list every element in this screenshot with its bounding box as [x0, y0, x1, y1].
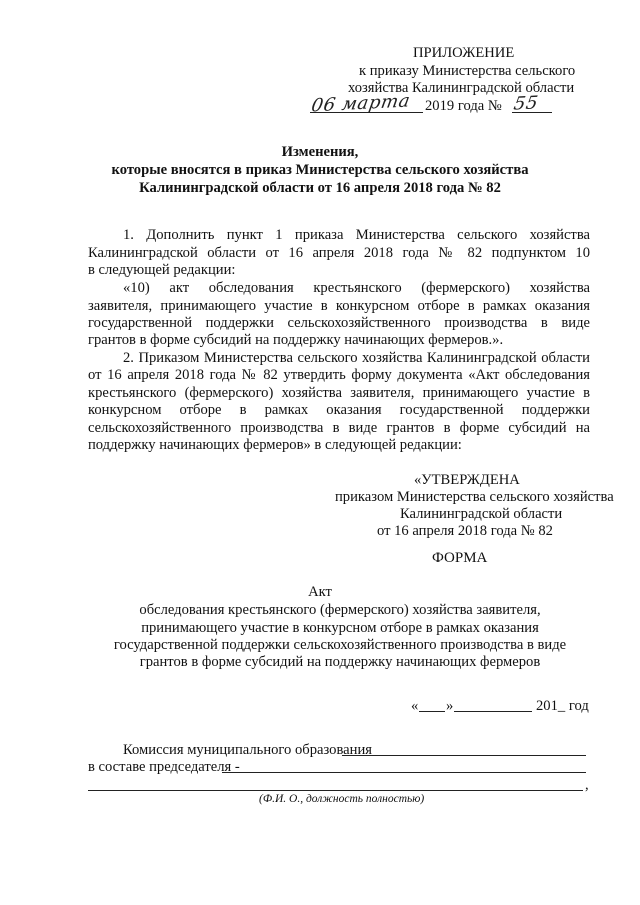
- paragraph-2-line: крестьянского (фермерского) хозяйства заявителя, принимающего участие в: [88, 385, 590, 401]
- number-underline: [512, 112, 552, 113]
- paragraph-2-line: сельскохозяйственного производства в виде грантов в форме субсидий на: [88, 420, 590, 436]
- commission-label: Комиссия муниципального образования: [123, 742, 372, 758]
- quote-line: грантов в форме субсидий на поддержку начинающих фермеров.».: [88, 332, 504, 348]
- form-label: ФОРМА: [432, 550, 488, 566]
- chair-blank: [222, 772, 586, 773]
- handwritten-number: 55: [512, 92, 540, 115]
- handwritten-date: 06 марта: [309, 90, 412, 117]
- quote-line: заявителя, принимающего участие в конкурсном отборе в рамках оказания: [88, 298, 590, 314]
- act-title: Акт: [308, 584, 332, 600]
- header-line-2: хозяйства Калининградской области: [348, 80, 575, 96]
- chair-label: в составе председателя -: [88, 759, 240, 775]
- commission-blank: [342, 755, 586, 756]
- quote-line: государственной поддержки сельскохозяйственного производства в виде: [88, 315, 590, 331]
- paragraph-2-line: конкурсном отборе в рамках оказания государственной поддержки: [88, 402, 590, 418]
- act-line: обследования крестьянского (фермерского) хозяйства заявителя,: [139, 602, 541, 618]
- date-quote-open: «: [411, 698, 419, 714]
- title-line-1: Изменения,: [281, 144, 359, 160]
- month-blank: [454, 711, 532, 712]
- appendix-label: ПРИЛОЖЕНИЕ: [413, 45, 515, 61]
- paragraph-1-line: 1. Дополнить пункт 1 приказа Министерства сельского хозяйства: [123, 227, 590, 243]
- fio-hint: (Ф.И. О., должность полностью): [259, 793, 425, 805]
- quote-line: «10) акт обследования крестьянского (фермерского) хозяйства: [123, 280, 590, 296]
- extra-blank: [88, 790, 583, 791]
- title-line-3: Калининградской области от 16 апреля 2018 года № 82: [139, 180, 501, 196]
- act-line: принимающего участие в конкурсном отборе в рамках оказания: [141, 620, 539, 636]
- header-line-1: к приказу Министерства сельского: [359, 63, 576, 79]
- approval-line-4: от 16 апреля 2018 года № 82: [377, 523, 553, 539]
- paragraph-2-line: от 16 апреля 2018 года № 82 утвердить форму документа «Акт обследования: [88, 367, 590, 383]
- date-year: 201_ год: [536, 698, 589, 714]
- header-year-text: 2019 года №: [425, 98, 502, 114]
- act-line: грантов в форме субсидий на поддержку начинающих фермеров: [139, 654, 541, 670]
- act-line: государственной поддержки сельскохозяйственного производства в виде: [113, 637, 567, 653]
- date-quote-close: »: [446, 698, 454, 714]
- line-comma: ,: [585, 777, 589, 793]
- approval-line-2: приказом Министерства сельского хозяйства: [335, 489, 614, 505]
- paragraph-1-line: в следующей редакции:: [88, 262, 236, 278]
- paragraph-1-line: Калининградской области от 16 апреля 2018 года № 82 подпунктом 10: [88, 245, 590, 261]
- day-blank: [419, 711, 445, 712]
- date-underline: [310, 112, 423, 113]
- paragraph-2-line: 2. Приказом Министерства сельского хозяйства Калининградской области: [123, 350, 590, 366]
- paragraph-2-line: поддержку начинающих фермеров» в следующей редакции:: [88, 437, 462, 453]
- title-line-2: которые вносятся в приказ Министерства сельского хозяйства: [111, 162, 529, 178]
- approval-line-3: Калининградской области: [400, 506, 563, 522]
- approval-line-1: «УТВЕРЖДЕНА: [414, 472, 520, 488]
